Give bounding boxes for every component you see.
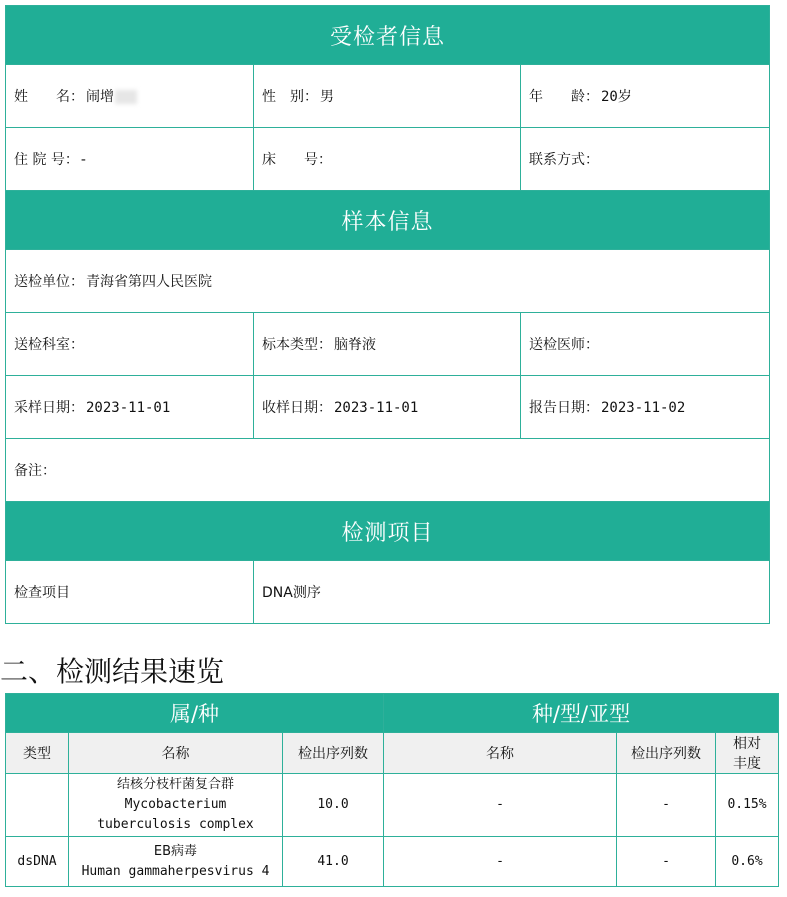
doctor-cell: [521, 313, 770, 376]
receive-date-cell: [254, 376, 521, 439]
col-name-header: 名称: [69, 733, 283, 774]
col-abundance-line1: 相对: [733, 736, 762, 752]
receive-date-label: 收样日期：: [262, 400, 332, 416]
specimen-type-value: 脑脊液: [334, 337, 376, 353]
row-sp-name: -: [384, 837, 617, 887]
patient-info-header: 受检者信息: [6, 6, 770, 65]
report-date-cell: [521, 376, 770, 439]
row-type: [6, 774, 69, 837]
unit-value: 青海省第四人民医院: [86, 274, 212, 290]
row-sp-reads: -: [617, 837, 716, 887]
genus-group-header: 属/种: [6, 694, 384, 733]
patient-sample-info-table: [5, 5, 770, 624]
age-value: 20岁: [601, 89, 632, 105]
specimen-type-cell: [254, 313, 521, 376]
results-table: [5, 693, 779, 887]
name-cell: [6, 65, 254, 128]
row-abundance: 0.6%: [716, 837, 779, 887]
bed-cell: [254, 128, 521, 191]
row-reads: 41.0: [283, 837, 384, 887]
receive-date-value: 2023-11-01: [334, 400, 419, 416]
row-name-cn: EB病毒: [153, 843, 198, 859]
contact-cell: [521, 128, 770, 191]
row-name-cn: 结核分枝杆菌复合群: [116, 777, 234, 792]
contact-label: 联系方式：: [529, 152, 599, 168]
row-reads: 10.0: [283, 774, 384, 837]
test-item-header: 检测项目: [6, 502, 770, 561]
row-sp-name: -: [384, 774, 617, 837]
col-abundance-header: [716, 733, 779, 774]
report-date-value: 2023-11-02: [601, 400, 686, 416]
collect-date-label: 采样日期：: [14, 400, 84, 416]
col-reads-header: 检出序列数: [283, 733, 384, 774]
col-type-header: 类型: [6, 733, 69, 774]
row-name-en-2: tuberculosis complex: [97, 817, 254, 832]
collect-date-cell: [6, 376, 254, 439]
age-cell: [521, 65, 770, 128]
row-name-en-1: Human gammaherpesvirus 4: [81, 863, 270, 879]
sex-value: 男: [320, 89, 334, 105]
bed-label: 床 号：: [262, 152, 332, 168]
row-abundance: 0.15%: [716, 774, 779, 837]
unit-cell: [6, 250, 770, 313]
table-row: [6, 774, 779, 837]
row-type: dsDNA: [6, 837, 69, 887]
specimen-type-label: 标本类型：: [262, 337, 332, 353]
sex-cell: [254, 65, 521, 128]
col-sp-reads-header: 检出序列数: [617, 733, 716, 774]
row-sp-reads: -: [617, 774, 716, 837]
col-abundance-line2: 丰度: [733, 756, 762, 772]
table-row: [6, 837, 779, 887]
collect-date-value: 2023-11-01: [86, 400, 171, 416]
test-item-label: 检查项目: [6, 561, 254, 624]
note-label: 备注：: [14, 463, 56, 479]
doctor-label: 送检医师：: [529, 337, 599, 353]
sample-info-header: 样本信息: [6, 191, 770, 250]
hospital-no-cell: [6, 128, 254, 191]
row-name: [69, 774, 283, 837]
note-cell: [6, 439, 770, 502]
test-item-value: DNA测序: [254, 561, 770, 624]
name-label: 姓 名：: [14, 89, 84, 105]
species-group-header: 种/型/亚型: [384, 694, 779, 733]
col-sp-name-header: 名称: [384, 733, 617, 774]
dept-cell: [6, 313, 254, 376]
age-label: 年 龄：: [529, 89, 599, 105]
row-name-en-1: Mycobacterium: [124, 797, 227, 812]
row-name: [69, 837, 283, 887]
hospital-no-label: 住 院 号：: [14, 152, 79, 168]
dept-label: 送检科室：: [14, 337, 84, 353]
unit-label: 送检单位：: [14, 274, 84, 290]
name-value: 闹增: [86, 89, 114, 105]
sex-label: 性 别：: [262, 89, 318, 105]
report-date-label: 报告日期：: [529, 400, 599, 416]
redaction-blur: [115, 90, 137, 104]
hospital-no-value: -: [80, 152, 86, 168]
results-section-title: 二、检测结果速览: [0, 655, 225, 688]
